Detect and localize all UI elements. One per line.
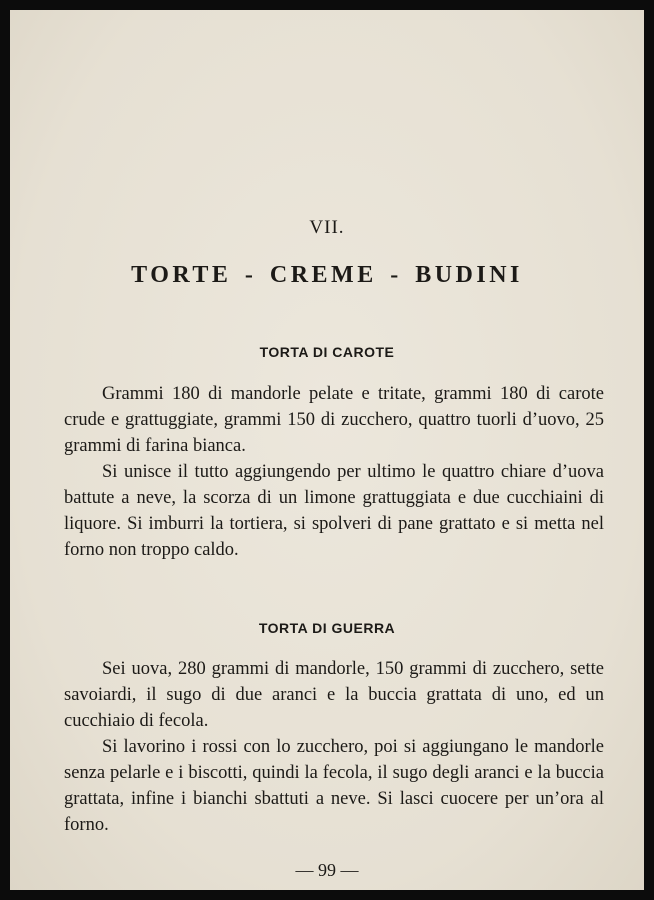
book-page [10,10,644,890]
recipe-body-torta-di-guerra [64,656,604,838]
chapter-title: TORTE - CREME - BUDINI [131,262,523,288]
page-number: — 99 — [295,860,359,880]
paragraph: Sei uova, 280 grammi di mandorle, 150 grammi di zucchero, sette savoiardi, il sugo di due aranci e la buccia grattata di uno, ed un cucchiaio di fecola. [64,659,604,731]
chapter-number: VII. [309,217,345,238]
recipe-body-torta-di-carote [64,381,604,563]
paragraph: Grammi 180 di mandorle pelate e tritate, grammi 180 di carote crude e grattuggiate, grammi 150 di zucchero, quattro tuorli d’uovo, 25 grammi di farina bianca. [64,384,604,456]
recipe-title-torta-di-carote: TORTA DI CAROTE [259,344,395,360]
paragraph: Si unisce il tutto aggiungendo per ultimo le quattro chiare d’uova battute a neve, la scorza di un limone grattuggiata e due cucchiaini di liquore. Si imburri la tortiera, si spolveri di pane grattato e si metta nel forno non troppo caldo. [64,462,604,560]
paragraph: Si lavorino i rossi con lo zucchero, poi si aggiungano le mandorle senza pelarle e i biscotti, quindi la fecola, il sugo degli aranci e la buccia grattata, infine i bianchi sbattuti a neve. Si lasci cuocere per un’ora al forno. [64,737,604,835]
recipe-title-torta-di-guerra: TORTA DI GUERRA [258,620,396,636]
